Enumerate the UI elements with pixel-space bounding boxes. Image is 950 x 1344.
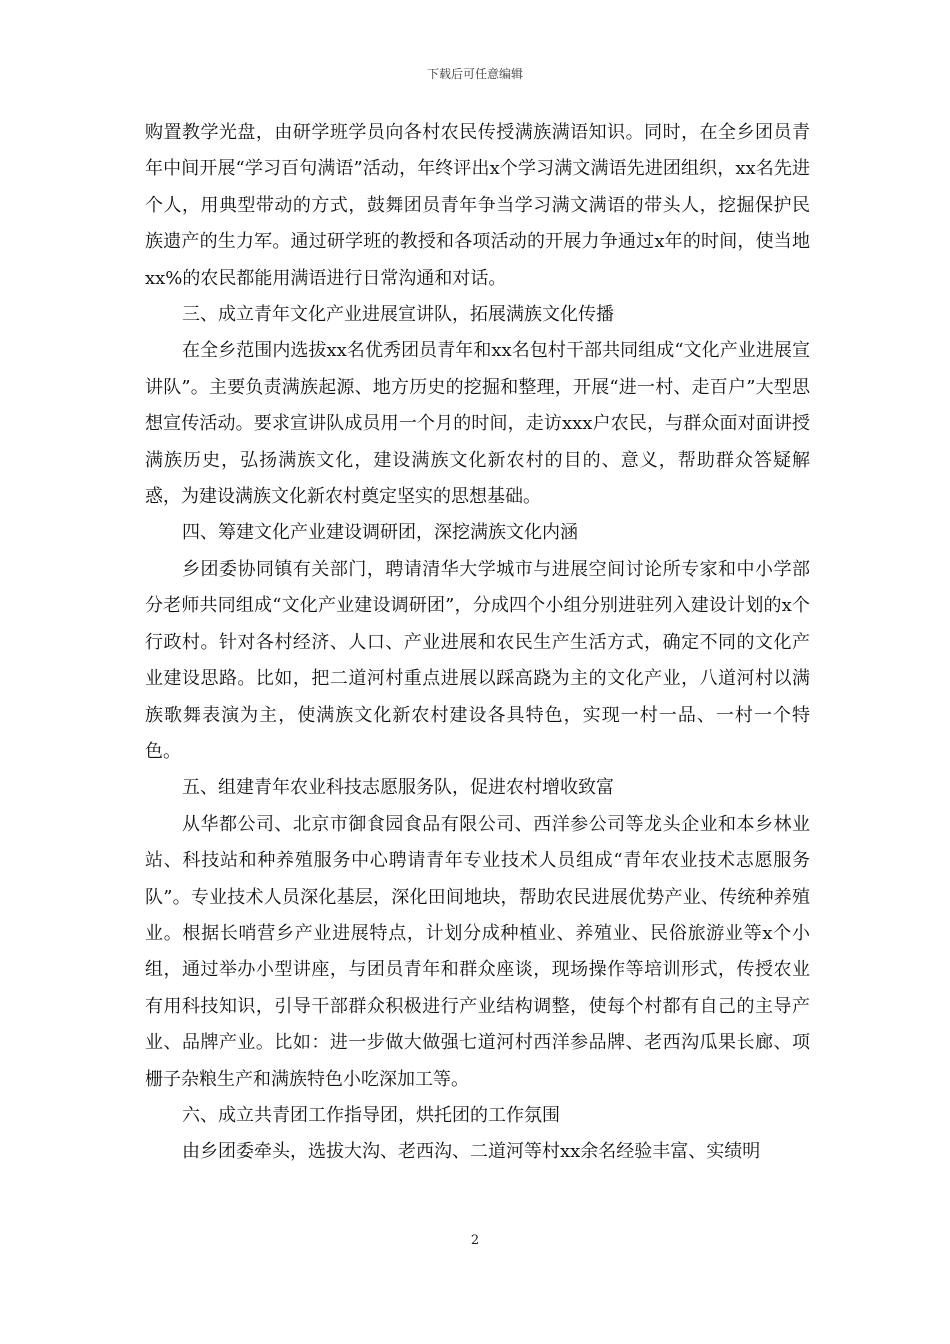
body-paragraph: 乡团委协同镇有关部门，聘请清华大学城市与进展空间讨论所专家和中小学部分老师共同组成“文化产业建设调研团”，分成四个小组分别进驻列入建设计划的x个行政村。针对各村经济、人口、产业进展和农民生产生活方式，确定不同的文化产业建设思路。比如，把二道河村重点进展以踩高跷为主的文化产业，八道河村以满族歌舞表演为主，使满族文化新农村建设各具特色，实现一村一品、一村一个特色。 xyxy=(145,558,810,762)
body-paragraph: 在全乡范围内选拔xx名优秀团员青年和xx名包村干部共同组成“文化产业进展宣讲队”。主要负责满族起源、地方历史的挖掘和整理，开展“进一村、走百户”大型思想宣传活动。要求宣讲队成员用一个月的时间，走访xxx户农民，与群众面对面讲授满族历史，弘扬满族文化，建设满族文化新农村的目的、意义，帮助群众答疑解惑，为建设满族文化新农村奠定坚实的思想基础。 xyxy=(145,340,810,508)
page-header: 下载后可任意编辑 xyxy=(426,67,523,81)
body-paragraph: 从华都公司、北京市御食园食品有限公司、西洋参公司等龙头企业和本乡林业站、科技站和种养殖服务中心聘请青年专业技术人员组成“青年农业技术志愿服务队”。专业技术人员深化基层，深化田间地块，帮助农民进展优势产业、传统种养殖业。根据长哨营乡产业进展特点，计划分成种植业、养殖业、民俗旅游业等x个小组，通过举办小型讲座，与团员青年和群众座谈，现场操作等培训形式，传授农业有用科技知识，引导干部群众积极进行产业结构调整，使每个村都有自己的主导产业、品牌产业。比如：进一步做大做强七道河村西洋参品牌、老西沟瓜果长廊、项栅子杂粮生产和满族特色小吃深加工等。 xyxy=(145,813,810,1090)
document-body xyxy=(145,115,810,1171)
section-heading-6: 六、成立共青团工作指导团，烘托团的工作氛围 xyxy=(182,1104,560,1126)
section-heading-4: 四、筹建文化产业建设调研团，深挖满族文化内涵 xyxy=(182,522,578,544)
section-heading-5: 五、组建青年农业科技志愿服务队，促进农村增收致富 xyxy=(182,777,614,799)
page-number: 2 xyxy=(470,1233,480,1248)
body-paragraph-continuation: 购置教学光盘，由研学班学员向各村农民传授满族满语知识。同时，在全乡团员青年中间开展“学习百句满语”活动，年终评出x个学习满文满语先进团组织，xx名先进个人，用典型带动的方式，鼓舞团员青年争当学习满文满语的带头人，挖掘保护民族遗产的生力军。通过研学班的教授和各项活动的开展力争通过x年的时间，使当地xx%的农民都能用满语进行日常沟通和对话。 xyxy=(145,122,810,289)
body-paragraph: 由乡团委牵头，选拔大沟、老西沟、二道河等村xx余名经验丰富、实绩明 xyxy=(182,1141,761,1163)
section-heading-3: 三、成立青年文化产业进展宣讲队，拓展满族文化传播 xyxy=(182,304,614,326)
